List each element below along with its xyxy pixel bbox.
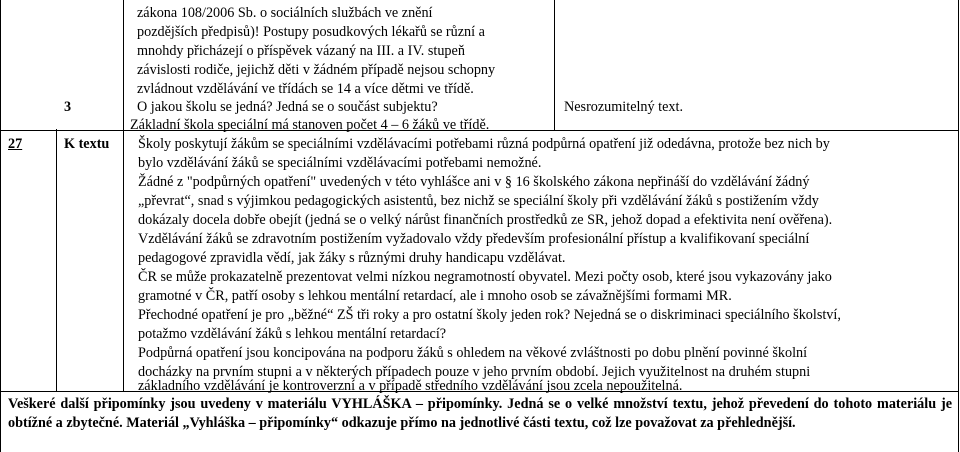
comment-line: bylo vzdělávání žáků se speciálními vzdělávacími potřebami nemožné.	[138, 155, 542, 171]
comment-line: Vzdělávání žáků se zdravotním postižením vyžadovalo vždy především profesionální přístup a kvalifikovaní speciální	[138, 231, 810, 247]
row-number: 27	[8, 136, 23, 152]
comment-line: dokázaly docela dobře obejít (jedná se o velký nárůst finančních prostředků ze SR, jehož dopad a efektivita není ověřena).	[138, 212, 833, 228]
row-question: O jakou školu se jedná? Jedná se o součást subjektu?	[137, 99, 438, 115]
row-answer: Základní škola speciální má stanoven počet 4 – 6 žáků ve třídě.	[130, 117, 490, 133]
comment-line: Podpůrná opatření jsou koncipována na podporu žáků s ohledem na věkové zvláštnosti po dobu plnění povinné školní	[138, 345, 808, 361]
comment-line: ČR se může prokazatelně prezentovat velmi nízkou negramotností obyvatel. Mezi počty osob, které jsou vykazovány jako	[138, 269, 832, 285]
comment-line: základního vzdělávání je kontroverzní a v případě středního vzdělávání jsou zcela nepoužitelná.	[138, 378, 683, 394]
comment-line: docházky na prvním stupni a v některých případech pouze v jeho prvním období. Jejich využitelnost na druhém stupni	[138, 364, 811, 380]
top-line: zákona 108/2006 Sb. o sociálních službách ve znění	[137, 5, 433, 21]
comment-line: pedagogové zpravidla vědí, jak žáky s různými druhy handicapu vzdělávat.	[138, 250, 566, 266]
footer-note: Veškeré další připomínky jsou uvedeny v materiálu VYHLÁŠKA – připomínky. Jedná se o velké množství textu, jehož převedení do tohoto materiálu je obtížné a zbytečné. Materiál „Vyhláška – připomínky“ odkazuje přímo na jednotlivé části textu, což lze považovat za přehlednější.	[8, 396, 952, 431]
comment-line: Přechodné opatření je pro „běžné“ ZŠ tři roky a pro ostatní školy jeden rok? Nejedná se o diskriminaci speciálního školství,	[138, 307, 841, 323]
top-line: mnohdy přicházejí o příspěvek vázaný na III. a IV. stupeň	[137, 43, 465, 59]
row-note: Nesrozumitelný text.	[564, 99, 683, 115]
top-line: závislosti rodiče, jejichž děti v žádném případě nejsou schopny	[137, 62, 496, 78]
column-divider-note	[554, 0, 555, 131]
comment-line: „převrat“, snad s výjimkou pedagogických asistentů, bez nichž se speciální školy při vzdělávání žáků s postižením vždy	[138, 193, 819, 209]
row-type: K textu	[64, 136, 110, 152]
table-border-right	[958, 0, 959, 452]
top-line: pozdějších předpisů)! Postupy posudkových lékařů se různí a	[137, 24, 485, 40]
comment-line: potažmo vzdělávání žáků s lehkou mentální retardací?	[138, 326, 447, 342]
comment-line: gramotné v ČR, patří osoby s lehkou mentální retardací, ale i mnoho osob se závažnějšími formami MR.	[138, 288, 732, 304]
column-divider-type	[123, 0, 124, 391]
comment-line: Školy poskytují žákům se speciálními vzdělávacími potřebami různá podpůrná opatření již odedávna, protože bez nich by	[138, 136, 830, 152]
column-divider-number	[56, 129, 57, 391]
table-border-left	[0, 0, 1, 452]
comment-line: Žádné z "podpůrných opatření" uvedených v této vyhlášce ani v § 16 školského zákona nepřináší do vzdělávání žádný	[138, 174, 810, 190]
row-number: 3	[64, 99, 72, 115]
top-line: zvládnout vzdělávání ve třídách se 14 a více dětmi ve třídě.	[137, 81, 474, 97]
